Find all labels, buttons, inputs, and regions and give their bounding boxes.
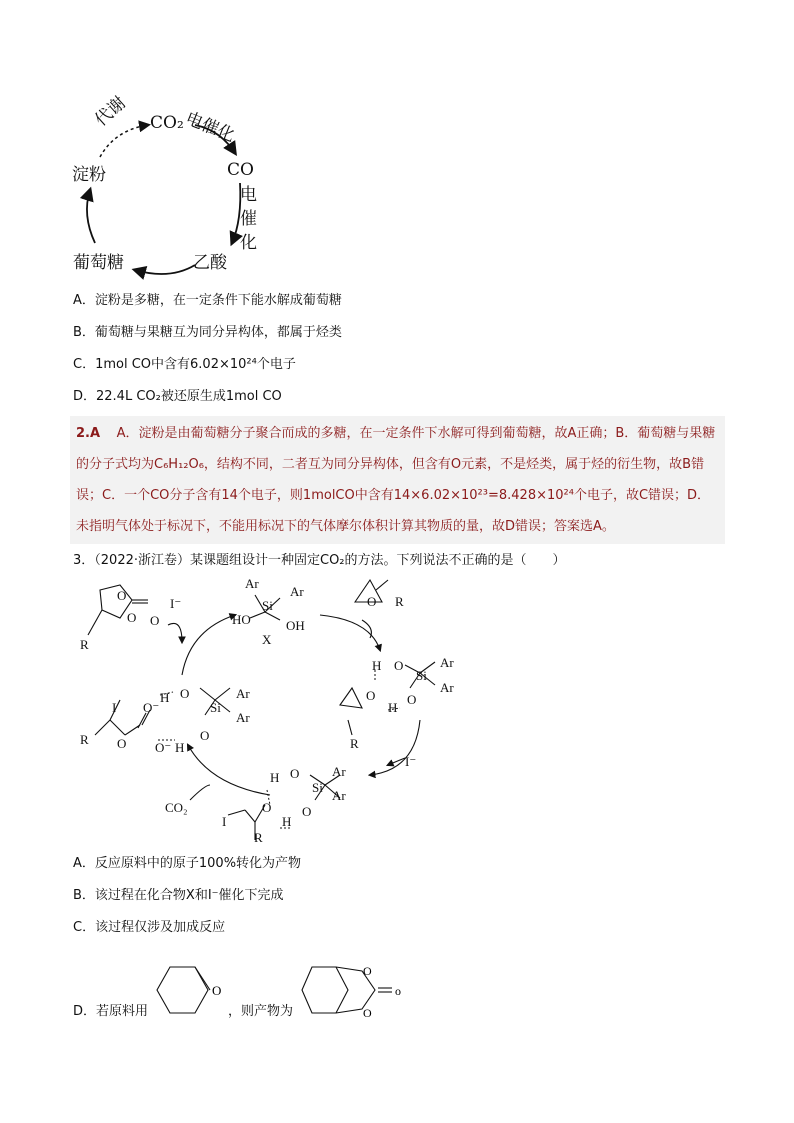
answer-explanation	[70, 416, 725, 544]
electro-char-2: 催	[240, 209, 257, 229]
q2-option-c: C．1mol CO中含有6.02×10²⁴个电子	[73, 357, 296, 372]
x-ho: HO	[232, 612, 251, 627]
si-left: Si	[210, 700, 221, 715]
r-group-4: R	[350, 736, 359, 751]
svg-text:o: o	[395, 984, 401, 998]
q3-option-b: B．该过程在化合物X和I⁻催化下完成	[73, 888, 284, 903]
answer-number: 2.A	[76, 426, 101, 441]
epoxide-o: O	[367, 594, 377, 609]
metabolism-label: 代谢	[91, 92, 130, 131]
glucose-label: 葡萄糖	[73, 253, 124, 273]
q3-option-c: C．该过程仅涉及加成反应	[73, 920, 226, 935]
x-ar-2: Ar	[290, 584, 304, 599]
r-group-2: R	[395, 594, 404, 609]
co2-label: CO₂	[150, 113, 184, 133]
q2-option-a: A．淀粉是多糖，在一定条件下能水解成葡萄糖	[73, 293, 342, 308]
o-3: O	[394, 658, 404, 673]
cyclohexene-oxide-structure	[150, 955, 225, 1030]
q3-option-d-prefix: D．若原料用	[73, 1004, 149, 1019]
o-4: O	[366, 688, 376, 703]
q3-option-d-middle: ，则产物为	[228, 1004, 294, 1019]
x-oh: OH	[286, 618, 305, 633]
carbonyl-o: O	[150, 613, 160, 628]
h-6: H	[282, 814, 292, 829]
h-3: H	[372, 658, 382, 673]
iodo-2: I	[222, 814, 227, 829]
x-ar-1: Ar	[245, 576, 259, 591]
q2-option-b: B．葡萄糖与果糖互为同分异构体，都属于烃类	[73, 325, 342, 340]
ring-o-2: O	[127, 610, 137, 625]
h-1: H	[160, 690, 170, 705]
co-label: CO	[227, 160, 254, 180]
si-right: Si	[416, 668, 427, 683]
answer-text: A．淀粉是由葡萄糖分子聚合而成的多糖，在一定条件下水解可得到葡萄糖，故A正确；B．葡萄糖与果糖的分子式均为C₆H₁₂O₆，结构不同，二者互为同分异构体，但含有O元素，不是烃类，属于烃的衍生物，故B错误；C．一个CO分子含有14个电子，则1molCO中含有14×6.02×10²³=8.428×10²⁴个电子，故C错误；D．未指明气体处于标况下，不能用标况下的气体摩尔体积计算其物质的量，故D错误；答案选A。	[76, 426, 716, 534]
co2-label-2: CO₂	[165, 800, 188, 815]
o-2: O	[200, 728, 210, 743]
ar-left-2: Ar	[236, 710, 250, 725]
ar-bottom-1: Ar	[332, 764, 346, 779]
ring-o-1: O	[117, 588, 127, 603]
ar-bottom-2: Ar	[332, 788, 346, 803]
epoxide-o-d: O	[212, 983, 222, 998]
electro-char-3: 化	[240, 233, 257, 253]
r-group-1: R	[80, 637, 89, 652]
o-8: O	[302, 804, 312, 819]
electrocatalysis-label-top: 电催化	[182, 108, 238, 147]
cyclic-carbonate-product	[300, 955, 420, 1030]
starch-label: 淀粉	[72, 165, 106, 185]
iodo-1: I	[112, 700, 117, 715]
svg-text:O: O	[363, 1006, 372, 1020]
o-minus-1: O⁻	[143, 700, 160, 715]
r-group-3: R	[80, 732, 89, 747]
o-6: O	[290, 766, 300, 781]
x-si: Si	[262, 598, 273, 613]
o-5: O	[407, 692, 417, 707]
ar-right-2: Ar	[440, 680, 454, 695]
o-7: O	[262, 800, 272, 815]
ar-left-1: Ar	[236, 686, 250, 701]
iodide-1: I⁻	[170, 596, 182, 611]
svg-text:O: O	[363, 964, 372, 978]
acetic-acid-label: 乙酸	[193, 253, 227, 273]
ar-right-1: Ar	[440, 655, 454, 670]
q2-option-d: D．22.4L CO₂被还原生成1mol CO	[73, 389, 282, 404]
ester-o: O	[117, 736, 127, 751]
iodide-2: I⁻	[405, 754, 417, 769]
h-5: H	[270, 770, 280, 785]
h-4: H	[388, 700, 398, 715]
h-2: H	[175, 740, 185, 755]
q3-option-a: A．反应原料中的原子100%转化为产物	[73, 856, 302, 871]
o-1: O	[180, 686, 190, 701]
electro-char-1: 电	[240, 185, 257, 205]
r-group-5: R	[254, 830, 263, 845]
compound-x-label: X	[262, 632, 272, 647]
q3-stem: 3．（2022·浙江卷）某课题组设计一种固定CO₂的方法。下列说法不正确的是（ ）	[73, 553, 566, 568]
si-bottom: Si	[312, 780, 323, 795]
o-minus-h: O⁻	[155, 740, 172, 755]
